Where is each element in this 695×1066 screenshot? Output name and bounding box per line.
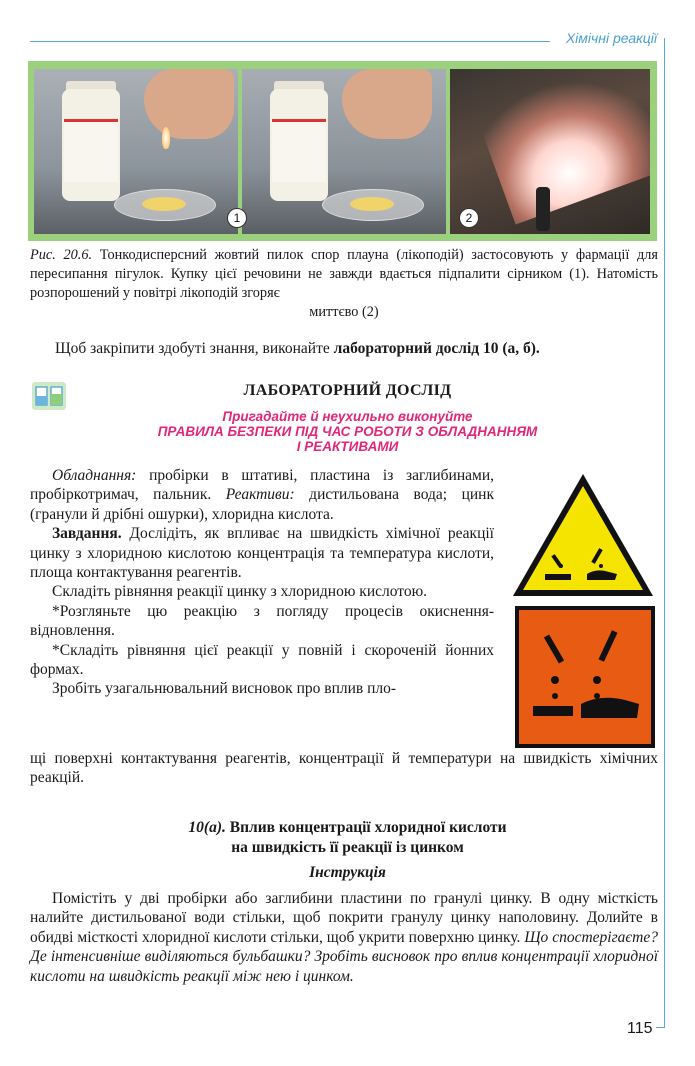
corrosive-hazard-square-icon <box>515 606 655 748</box>
safety-rules <box>0 409 695 454</box>
conclusion-task <box>30 749 658 788</box>
page-number: 115 <box>627 1020 653 1037</box>
caption-last-line: миттєво (2) <box>309 304 379 320</box>
figure-badge-2: 2 <box>459 208 479 228</box>
caption-text: Тонкодисперсний жовтий пилок спор плауна (лікоподій) застосовують у фармації для пересипання пігулок. Купку цієї речовини не завжди вдається підпалити сірником (1). Натомість розпорошений у повітрі лікоподій згоряє <box>30 247 658 301</box>
experiment-title <box>0 818 695 858</box>
instruction-heading: Інструкція <box>309 864 386 881</box>
figure-caption <box>30 246 658 322</box>
photo-flash-burning <box>450 69 650 234</box>
instruction-text <box>30 889 658 986</box>
equipment-label: Обладнання: <box>52 467 137 484</box>
lab-description <box>30 466 494 699</box>
intro-text: Щоб закріпити здобуті знання, виконайте <box>55 340 334 357</box>
caption-label: Рис. 20.6. <box>30 247 93 263</box>
instruction-questions: Що спостерігаєте? Де інтенсивніше виділяються бульбашки? Зробіть висновок про вплив концентрації хлоридної кислоти на швидкість реакції між нею і цинком. <box>30 928 658 985</box>
safety-line-2: ПРАВИЛА БЕЗПЕКИ ПІД ЧАС РОБОТИ З ОБЛАДНАННЯМ <box>157 424 538 439</box>
corrosive-warning-triangle-icon <box>509 470 657 600</box>
task-label: Завдання. <box>52 525 122 543</box>
equation-task: Складіть рівняння реакції цинку з хлоридною кислотою. <box>52 583 428 601</box>
task-text: Дослідіть, як впливає на швидкість хімічної реакції цинку з хлоридною кислотою концентрація та температура кислоти, площа контактування реагентів. <box>30 525 494 582</box>
conclusion-task-start: Зробіть узагальнювальний висновок про вплив пло- <box>52 680 397 698</box>
safety-line-1: Пригадайте й неухильно виконуйте <box>222 409 473 424</box>
redox-task: *Розгляньте цю реакцію з погляду процесів окиснення-відновлення. <box>30 602 494 640</box>
figure-badge-1: 1 <box>227 208 247 228</box>
instruction-body: Помістіть у дві пробірки або заглибини пластини по гранулі цинку. В одну місткість налийте дистильованої води стільки, щоб покрити гранулу цинку наполовину. Долийте в обидві місткості хлоридної кислоти стільки, щоб укрити поверхню цинку. <box>30 890 658 946</box>
photo-match-lighting <box>34 69 238 234</box>
intro-line <box>55 340 540 358</box>
reagents-label: Реактиви: <box>225 486 295 504</box>
photo-match-powder <box>242 69 446 234</box>
experiment-title-line-1: Вплив концентрації хлоридної кислоти <box>225 819 507 836</box>
page-number-rule <box>656 1027 665 1028</box>
lab-title: ЛАБОРАТОРНИЙ ДОСЛІД <box>243 382 452 399</box>
header-rule <box>30 41 550 42</box>
intro-bold: лабораторний дослід 10 (а, б). <box>333 340 540 357</box>
experiment-label: 10(а). <box>188 819 226 836</box>
chapter-title: Хімічні реакції <box>565 30 657 46</box>
experiment-title-line-2: на швидкість її реакції із цинком <box>231 839 464 856</box>
safety-line-3: І РЕАКТИВАМИ <box>296 439 399 454</box>
equipment-text: пробірки в штативі, пластина із заглибинами, пробіркотримач, пальник. <box>30 467 494 504</box>
conclusion-task-rest: щі поверхні контактування реагентів, концентрації й температури на швидкість хімічних реакцій. <box>30 750 658 787</box>
ionic-task: *Складіть рівняння цієї реакції у повній і скороченій йонних формах. <box>30 641 494 679</box>
reagents-text: дистильована вода; цинк (гранули й дрібні ошурки), хлоридна кислота. <box>30 486 494 523</box>
figure-photos <box>28 61 657 241</box>
